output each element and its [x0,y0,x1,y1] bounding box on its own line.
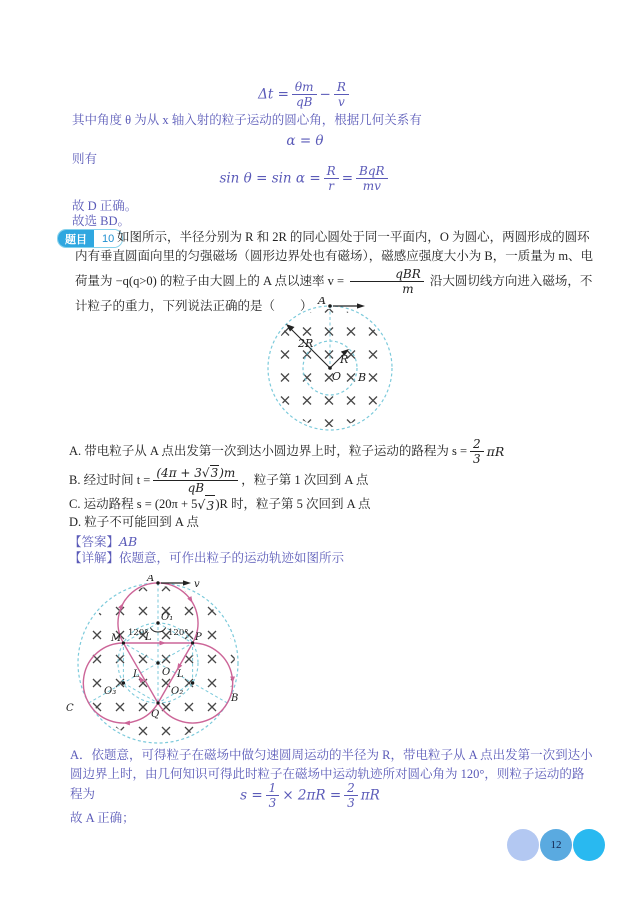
answer-label: 【答案】 [69,535,120,549]
label-angle-left: 120° [128,628,149,638]
pager-circle-right [573,829,605,861]
explain-label: 【详解】 [69,551,120,565]
equation-sin: sin θ = sin α = $\frac{R}{r}$ = $\frac{\text{BqR}}{mv}$ [0,164,610,194]
answer-value: AB [119,534,138,549]
badge-number: 10 [94,230,122,247]
label-o3: O₃ [104,686,117,697]
velocity-fraction: $\frac{\text{qBR}}{m}$ [350,267,424,297]
solution-choose-bd: 故选 BD。 [72,214,130,228]
point-a-dot [328,304,332,308]
page-number-circle [540,829,572,861]
fraction: $\frac{2}{3}$ [344,781,358,811]
label-o2: O₂ [171,686,184,697]
page-indicator [507,829,605,861]
option-d: D. 粒子不可能回到 A 点 [69,514,199,529]
verdict-a: 故 A 正确； [70,811,135,825]
arrowhead [183,580,191,585]
label-o: O [162,667,171,678]
fraction: $\frac{2}{3}$ [470,437,484,467]
fraction: $\frac{(4\pi + 3√3)m}{qB}$ [153,466,238,496]
option-b: B. 经过时间 t = $\frac{(4\pi + 3√3)m}{qB}$ ，粒子第 1 次回到 A 点 [69,465,369,495]
trajectory-diagram [40,575,280,750]
radical-sign: √ [201,465,210,480]
equation-delta-t: Δt = $\frac{\theta m}{qB}$ − $\frac{R}{v}$ [0,80,610,110]
options-list [69,438,599,531]
label-l1: L [145,632,152,643]
fraction: $\frac{\text{BqR}}{mv}$ [356,164,388,194]
label-l3: L [177,669,184,680]
fraction: $\frac{1}{3}$ [266,781,280,811]
pager-circle-left [507,829,539,861]
field-region-diagram [230,297,430,439]
option-a: A. 带电粒子从 A 点出发第一次到达小圆边界上时，粒子运动的路程为 s = $\frac{2}{3}$ πR [69,436,505,466]
label-p: P [195,632,202,643]
label-c: C [66,703,74,714]
fraction: $\frac{R}{v}$ [334,80,349,110]
label-a: A [147,575,155,584]
arrowhead [357,303,365,308]
label-l2: L [133,669,140,680]
label-field-b: B [358,371,367,384]
fraction: $\frac{\theta m}{qB}$ [292,80,317,110]
badge-label: 题目 [58,230,94,247]
page-number: 12 [550,839,562,851]
equation-alpha: α = θ [286,133,324,149]
solution-text-then: 则有 [72,152,98,166]
label-angle-right: 120° [168,628,189,638]
label-o1: O₁ [161,612,174,623]
eq-dt-lhs: Δt = [258,86,289,103]
stem-text-pre: 如图所示，半径分别为 R 和 2R 的同心圆处于同一平面内，O 为圆心，两圆形成的圆环内有垂直圆面向里的匀强磁场（圆形边界处也有磁场），磁感应强度大小为 B，一质量为 m、电荷量为 −q(q>0) 的粒子由大圆上的 A 点以速率 v = [75,230,594,288]
equation-path-length: s = $\frac{1}{3}$ × 2πR = $\frac{2}{3}$ πR [240,781,380,811]
label-o: O [332,370,342,383]
label-b: B [231,693,239,704]
label-a: A [318,297,326,307]
fraction: $\frac{R}{r}$ [324,164,339,194]
explain-a-text: A．依题意，可得粒子在磁场中做匀速圆周运动的半径为 R，带电粒子从 A 点出发第一次到达小圆边界上时，由几何知识可得此时粒子在磁场中运动轨迹所对圆心角为 120°，则粒子运动的路程为 [70,748,593,801]
label-m: M [111,633,122,644]
stem-text-post: 沿大圆切线方向进入磁场，不计粒子的重力，下列说法正确的是（ ） [75,273,593,313]
explain-intro: 【详解】依题意，可作出粒子的运动轨迹如图所示 [69,551,345,565]
solution-d-correct: 故 D 正确。 [72,199,138,213]
label-q: Q [151,709,160,720]
radical-sign: √ [197,497,206,513]
label-r: R [340,353,349,366]
option-c: C. 运动路程 s = (20π + 5 √ 3 )R 时，粒子第 5 次回到 A 点 [69,496,599,514]
solution-text-angle: 其中角度 θ 为从 x 轴入射的粒子运动的圆心角，根据几何关系有 [72,113,422,127]
label-2r: 2R [298,337,314,350]
label-v: v [194,579,200,590]
